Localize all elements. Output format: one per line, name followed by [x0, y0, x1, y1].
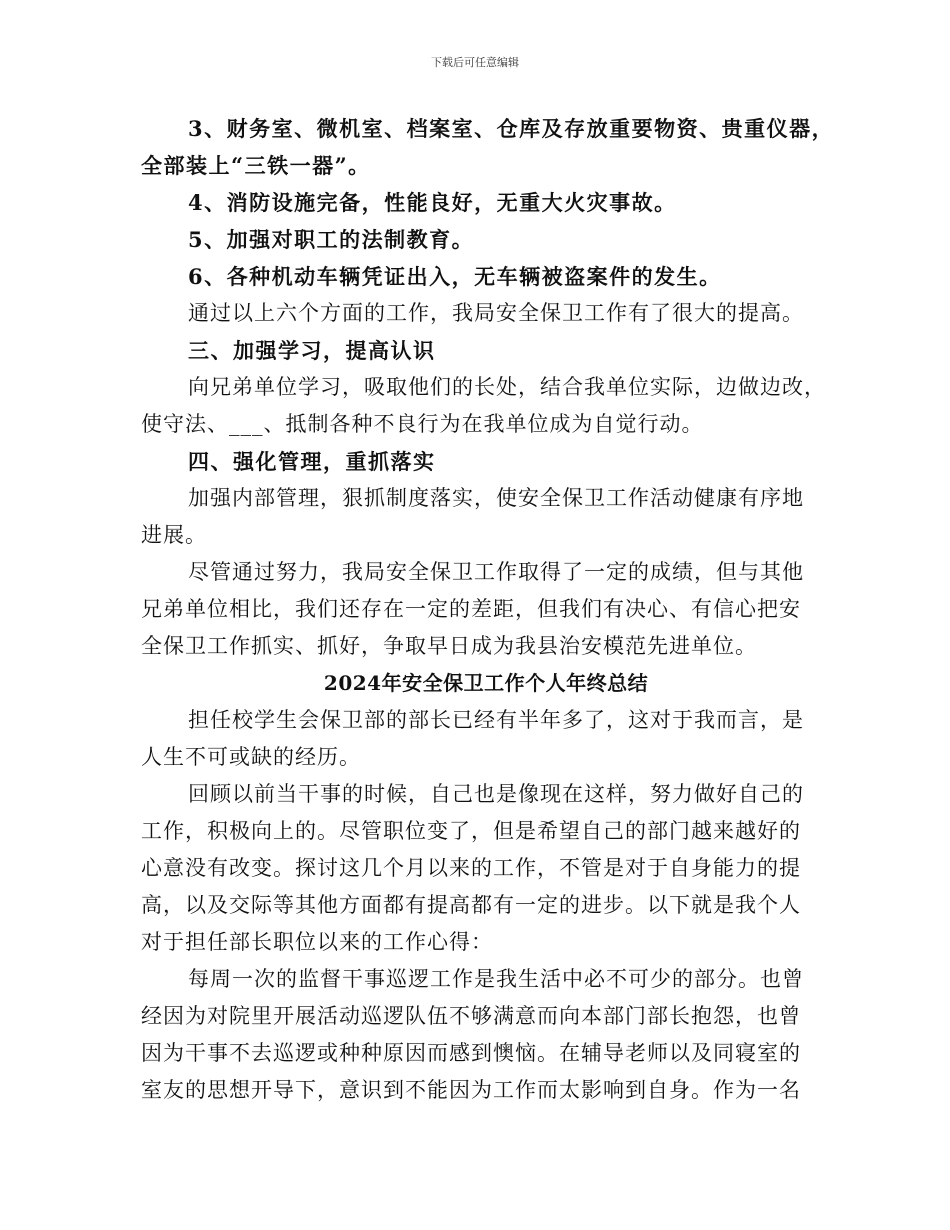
- paragraph-line: 全保卫工作抓实、抓好，争取早日成为我县治安模范先进单位。: [141, 634, 757, 658]
- paragraph-line: 对于担任部长职位以来的工作心得：: [141, 930, 493, 954]
- list-item-6: 6、各种机动车辆凭证出入，无车辆被盗案件的发生。: [188, 264, 722, 289]
- paragraph-line: 心意没有改变。探讨这几个月以来的工作，不管是对于自身能力的提: [141, 856, 801, 880]
- paragraph-line: 人生不可或缺的经历。: [141, 745, 361, 769]
- paragraph-line: 每周一次的监督干事巡逻工作是我生活中必不可少的部分。也曾: [188, 967, 804, 991]
- paragraph-line: 通过以上六个方面的工作，我局安全保卫工作有了很大的提高。: [188, 301, 804, 325]
- paragraph-line: 经因为对院里开展活动巡逻队伍不够满意而向本部门部长抱怨，也曾: [141, 1004, 801, 1028]
- paragraph-line: 因为干事不去巡逻或种种原因而感到懊恼。在辅导老师以及同寝室的: [141, 1041, 801, 1065]
- section-heading-3: 三、加强学习，提高认识: [188, 338, 436, 363]
- paragraph-line: 尽管通过努力，我局安全保卫工作取得了一定的成绩，但与其他: [188, 560, 804, 584]
- page-header: 下载后可任意编辑: [431, 56, 519, 69]
- paragraph-line: 担任校学生会保卫部的部长已经有半年多了，这对于我而言，是: [188, 708, 804, 732]
- list-item-5: 5、加强对职工的法制教育。: [188, 227, 475, 252]
- section-heading-4: 四、强化管理，重抓落实: [188, 449, 436, 474]
- paragraph-line: 工作，积极向上的。尽管职位变了，但是希望自己的部门越来越好的: [141, 819, 801, 843]
- document-body: [141, 110, 835, 1109]
- paragraph-line: 向兄弟单位学习，吸取他们的长处，结合我单位实际，边做边改，: [188, 375, 826, 399]
- list-item-4: 4、消防设施完备，性能良好，无重大火灾事故。: [188, 190, 677, 215]
- paragraph-line: 兄弟单位相比，我们还存在一定的差距，但我们有决心、有信心把安: [141, 597, 801, 621]
- paragraph-line: 高，以及交际等其他方面都有提高都有一定的进步。以下就是我个人: [141, 893, 801, 917]
- list-item-3-continued: 全部装上“三铁一器”。: [141, 153, 371, 178]
- paragraph-line: 进展。: [141, 523, 207, 547]
- paragraph-line: 加强内部管理，狠抓制度落实，使安全保卫工作活动健康有序地: [188, 486, 804, 510]
- document-title: 2024年安全保卫工作个人年终总结: [323, 671, 649, 695]
- paragraph-line: 使守法、___、抵制各种不良行为在我单位成为自觉行动。: [141, 412, 704, 436]
- paragraph-line: 回顾以前当干事的时候，自己也是像现在这样，努力做好自己的: [188, 782, 804, 806]
- list-item-3: 3、财务室、微机室、档案室、仓库及存放重要物资、贵重仪器，: [188, 116, 835, 141]
- paragraph-line: 室友的思想开导下，意识到不能因为工作而太影响到自身。作为一名: [141, 1078, 801, 1102]
